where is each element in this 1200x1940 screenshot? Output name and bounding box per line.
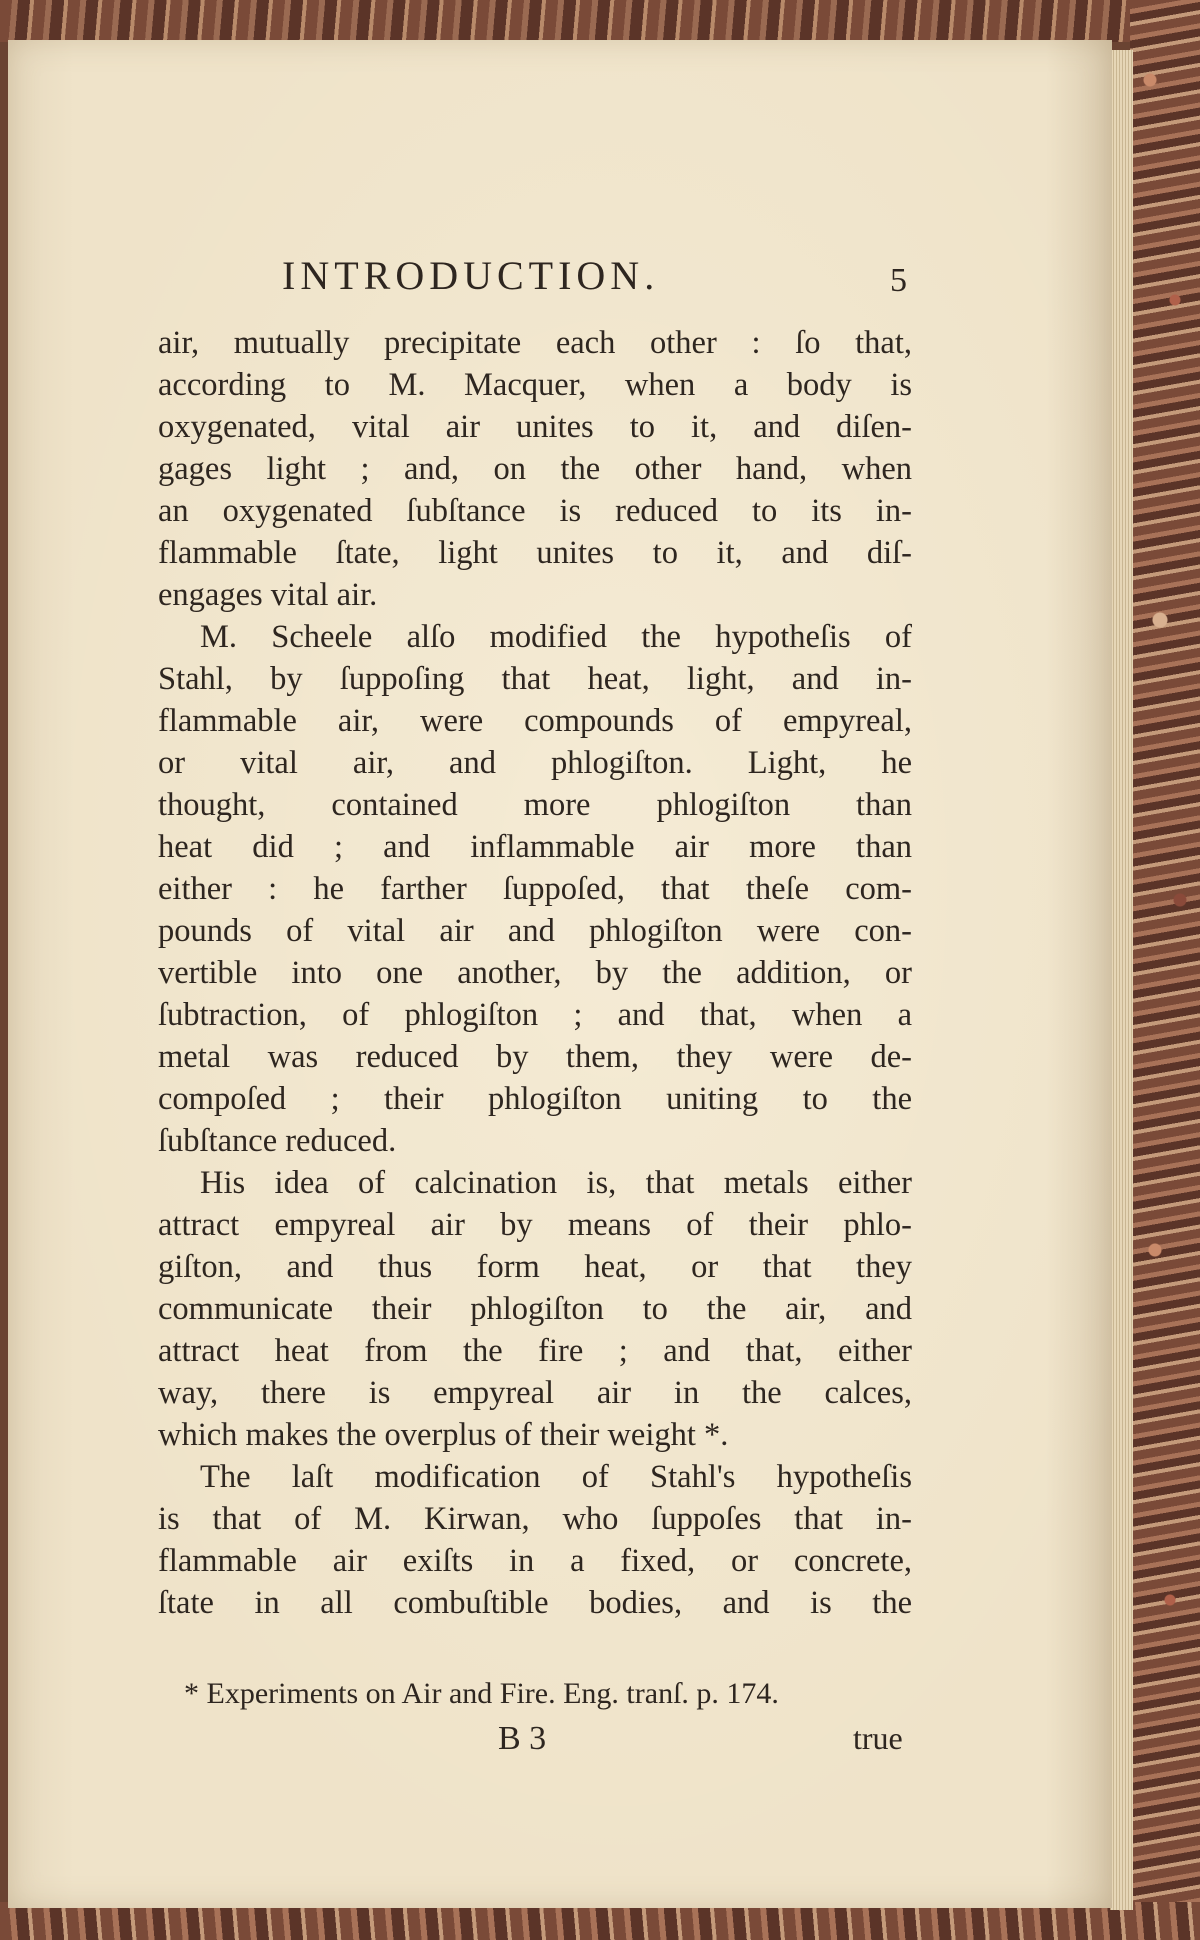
text-line: communicate their phlogiſton to the air, and bbox=[158, 1291, 912, 1327]
text-line: thought, contained more phlogiſton than bbox=[158, 787, 912, 823]
page-stack-edge bbox=[1110, 50, 1133, 1910]
text-line: according to M. Macquer, when a body is bbox=[158, 367, 912, 403]
text-line: metal was reduced by them, they were de- bbox=[158, 1039, 912, 1075]
text-line: is that of M. Kirwan, who ſuppoſes that in- bbox=[158, 1501, 912, 1537]
text-line: flammable air, were compounds of empyreal, bbox=[158, 703, 912, 739]
footnote-text: * Experiments on Air and Fire. Eng. tranſ. p. 174. bbox=[184, 1677, 779, 1710]
text-line: M. Scheele alſo modified the hypotheſis of bbox=[200, 619, 912, 655]
text-line: way, there is empyreal air in the calces, bbox=[158, 1375, 912, 1411]
text-line: air, mutually precipitate each other : ſo that, bbox=[158, 325, 912, 361]
text-line: vertible into one another, by the addition, or bbox=[158, 955, 912, 991]
text-line: Stahl, by ſuppoſing that heat, light, and in- bbox=[158, 661, 912, 697]
text-line: attract empyreal air by means of their phlo- bbox=[158, 1207, 912, 1243]
text-line: ſtate in all combuſtible bodies, and is the bbox=[158, 1585, 912, 1621]
running-title: INTRODUCTION. bbox=[282, 253, 660, 298]
text-line: ſubtraction, of phlogiſton ; and that, when a bbox=[158, 997, 912, 1033]
text-line: His idea of calcination is, that metals either bbox=[200, 1165, 912, 1201]
footnote bbox=[158, 1674, 912, 1714]
text-line: oxygenated, vital air unites to it, and diſen- bbox=[158, 409, 912, 445]
text-line: flammable ſtate, light unites to it, and diſ- bbox=[158, 535, 912, 571]
text-line: an oxygenated ſubſtance is reduced to its in- bbox=[158, 493, 912, 529]
body-text bbox=[158, 322, 912, 1624]
page-number: 5 bbox=[890, 262, 907, 299]
book-page bbox=[8, 40, 1112, 1908]
book-edge-top bbox=[0, 0, 1200, 42]
text-line: or vital air, and phlogiſton. Light, he bbox=[158, 745, 912, 781]
text-line: either : he farther ſuppoſed, that theſe com- bbox=[158, 871, 912, 907]
text-line: The laſt modification of Stahl's hypotheſis bbox=[200, 1459, 912, 1495]
signature-mark: B 3 bbox=[498, 1720, 547, 1757]
text-line: pounds of vital air and phlogiſton were con- bbox=[158, 913, 912, 949]
marbled-edge bbox=[1130, 0, 1200, 1940]
text-line: compoſed ; their phlogiſton uniting to the bbox=[158, 1081, 912, 1117]
text-line: ſubſtance reduced. bbox=[158, 1123, 397, 1159]
page-header bbox=[8, 252, 1112, 312]
text-line: giſton, and thus form heat, or that they bbox=[158, 1249, 912, 1285]
text-line: gages light ; and, on the other hand, when bbox=[158, 451, 912, 487]
text-line: heat did ; and inflammable air more than bbox=[158, 829, 912, 865]
text-line: attract heat from the fire ; and that, either bbox=[158, 1333, 912, 1369]
text-line: engages vital air. bbox=[158, 577, 378, 613]
text-line: flammable air exiſts in a fixed, or concrete, bbox=[158, 1543, 912, 1579]
catchword: true bbox=[853, 1720, 903, 1756]
text-line: which makes the overplus of their weight *. bbox=[158, 1417, 729, 1453]
